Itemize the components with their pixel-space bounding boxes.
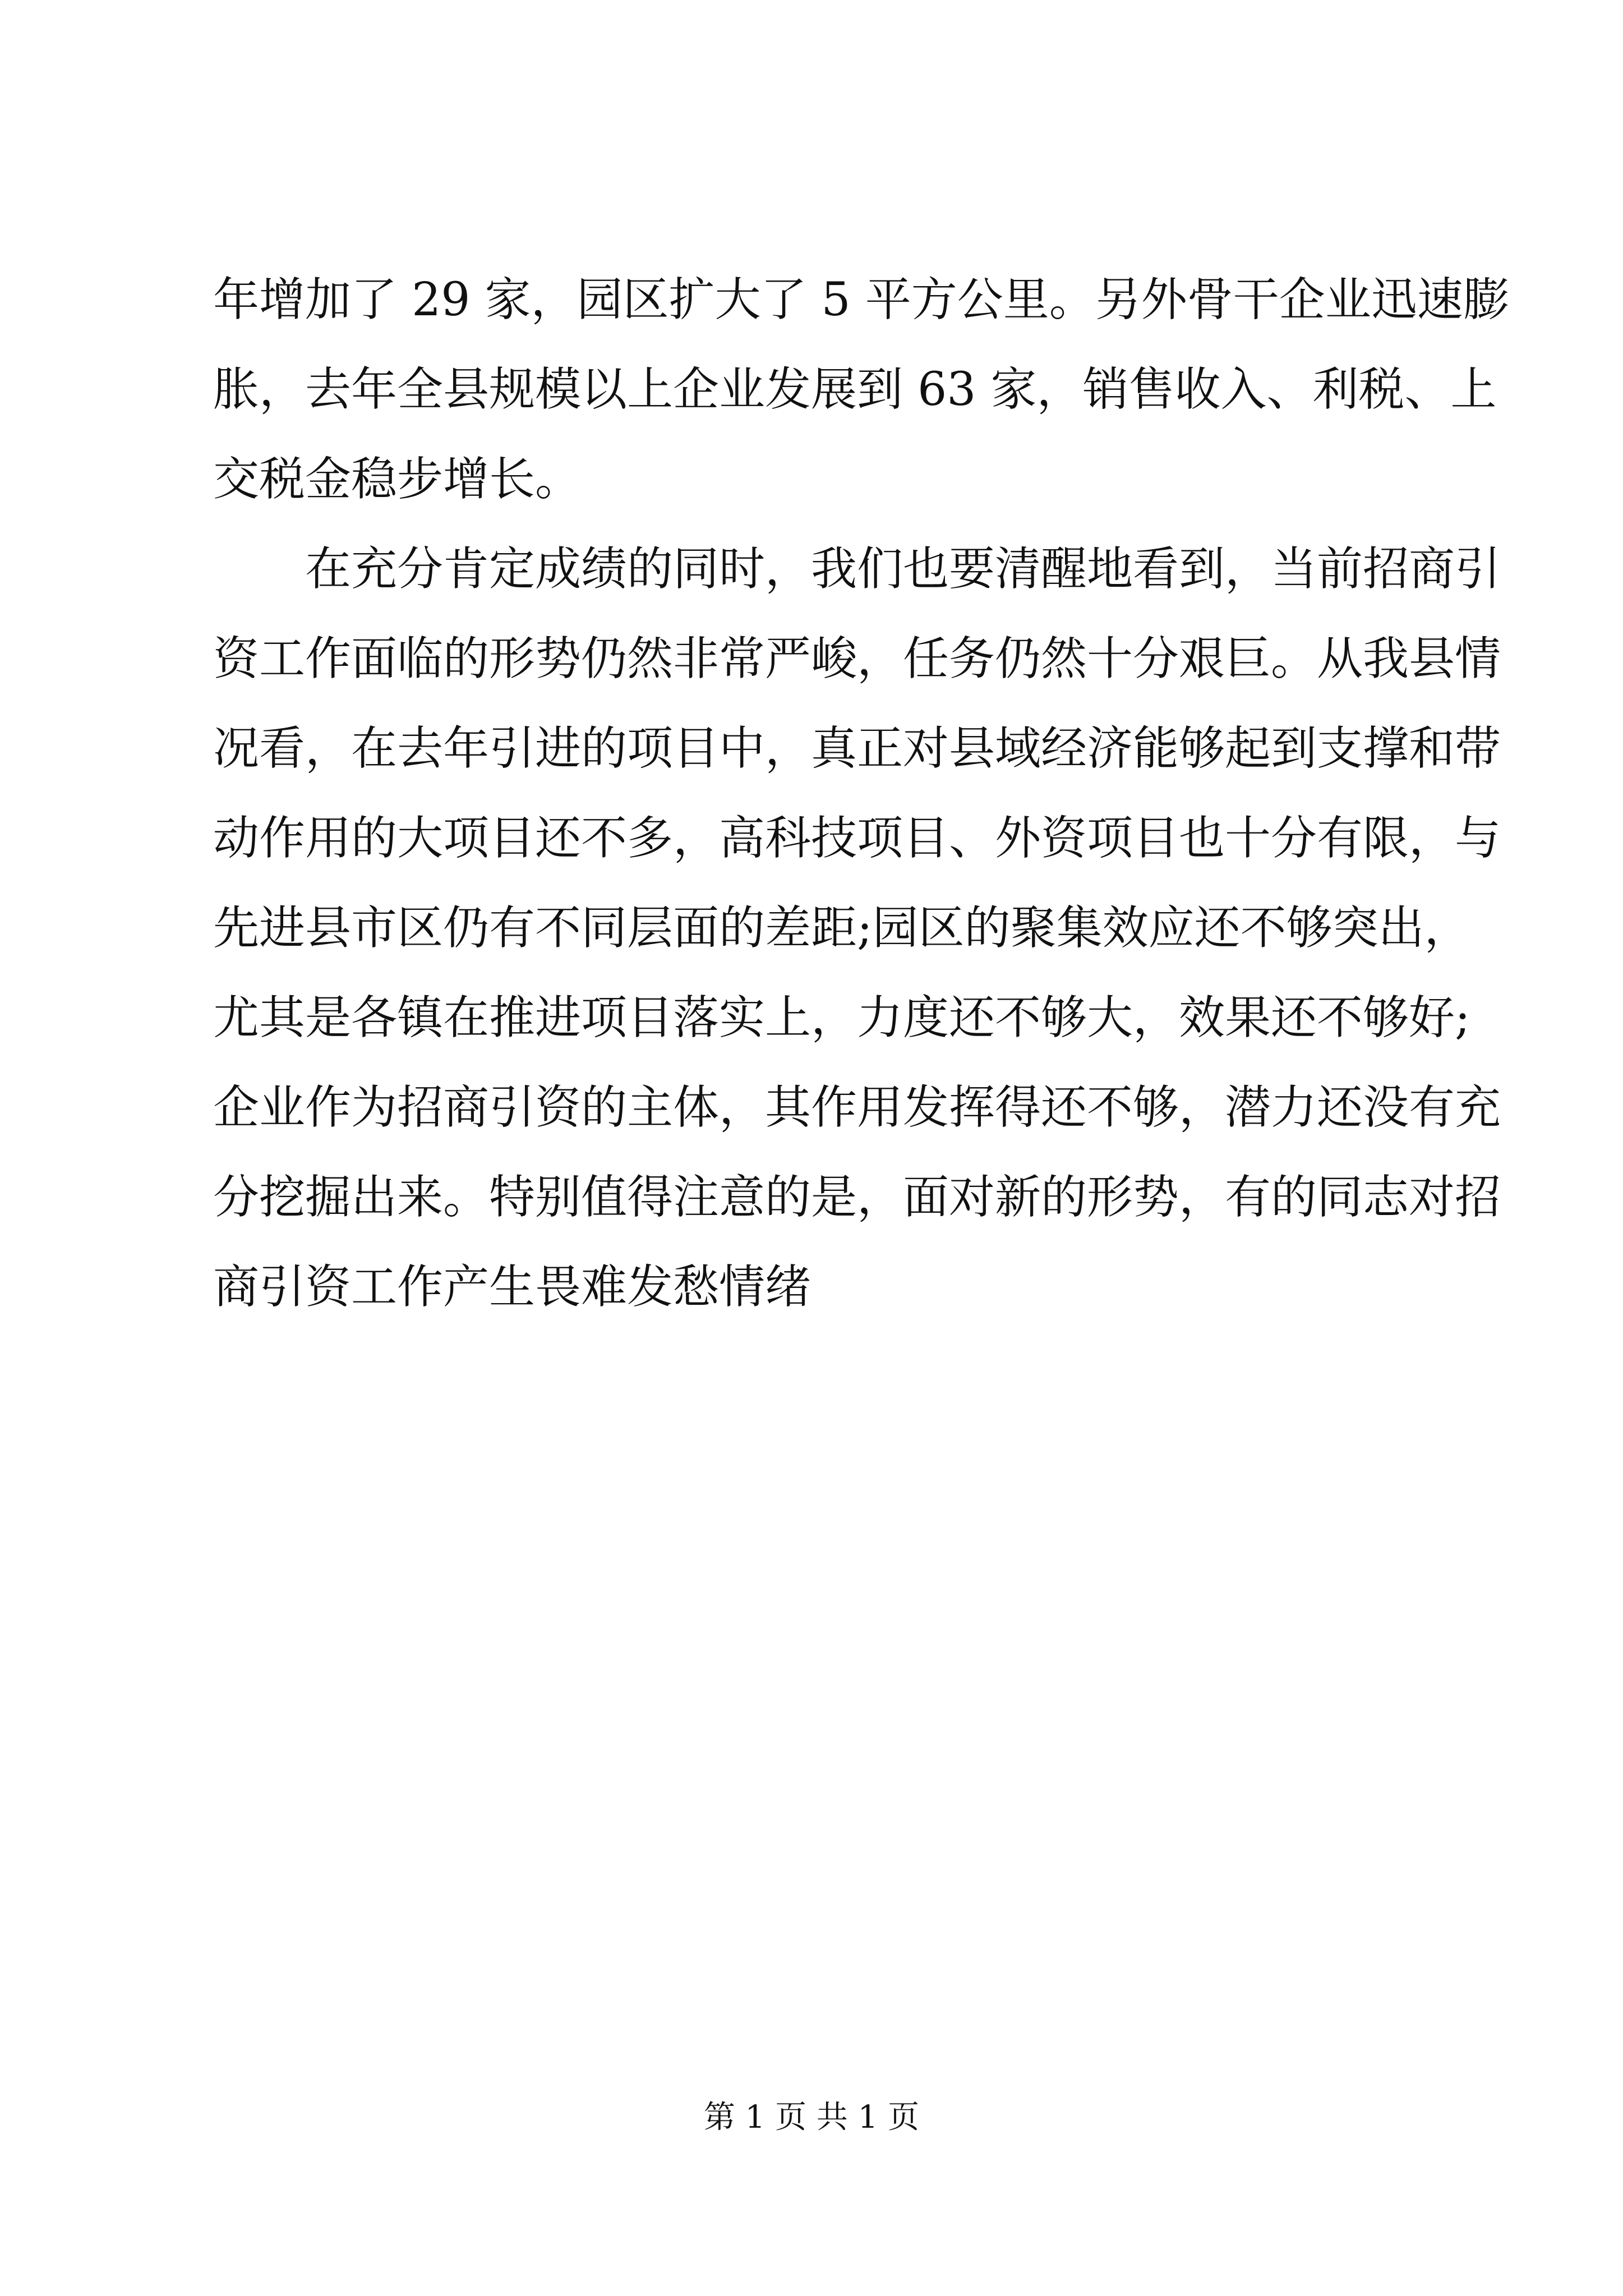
text-line: 先进县市区仍有不同层面的差距;园区的聚集效应还不够突出，	[213, 901, 1470, 955]
text-line: 资工作面临的形势仍然非常严峻，任务仍然十分艰巨。从我县情	[213, 632, 1501, 685]
text-line: 胀，去年全县规模以上企业发展到 63 家，销售收入、利税、上	[213, 363, 1497, 416]
text-line: 况看，在去年引进的项目中，真正对县域经济能够起到支撑和带	[213, 722, 1501, 775]
text-line: 尤其是各镇在推进项目落实上，力度还不够大，效果还不够好;	[213, 991, 1470, 1045]
paragraph-1	[213, 255, 1509, 524]
text-line: 年增加了 29 家，园区扩大了 5 平方公里。另外骨干企业迅速膨	[213, 273, 1509, 326]
text-line: 分挖掘出来。特别值得注意的是，面对新的形势，有的同志对招	[213, 1171, 1501, 1224]
page-number-footer: 第 1 页 共 1 页	[703, 2099, 920, 2136]
text-line: 企业作为招商引资的主体，其作用发挥得还不够，潜力还没有充	[213, 1081, 1501, 1134]
text-line: 交税金稳步增长。	[213, 453, 582, 506]
text-line: 在充分肯定成绩的同时，我们也要清醒地看到，当前招商引	[305, 542, 1501, 596]
paragraph-2	[213, 524, 1501, 1332]
text-line: 动作用的大项目还不多，高科技项目、外资项目也十分有限，与	[213, 812, 1501, 865]
document-body	[213, 255, 1509, 1332]
text-line: 商引资工作产生畏难发愁情绪	[213, 1260, 811, 1314]
